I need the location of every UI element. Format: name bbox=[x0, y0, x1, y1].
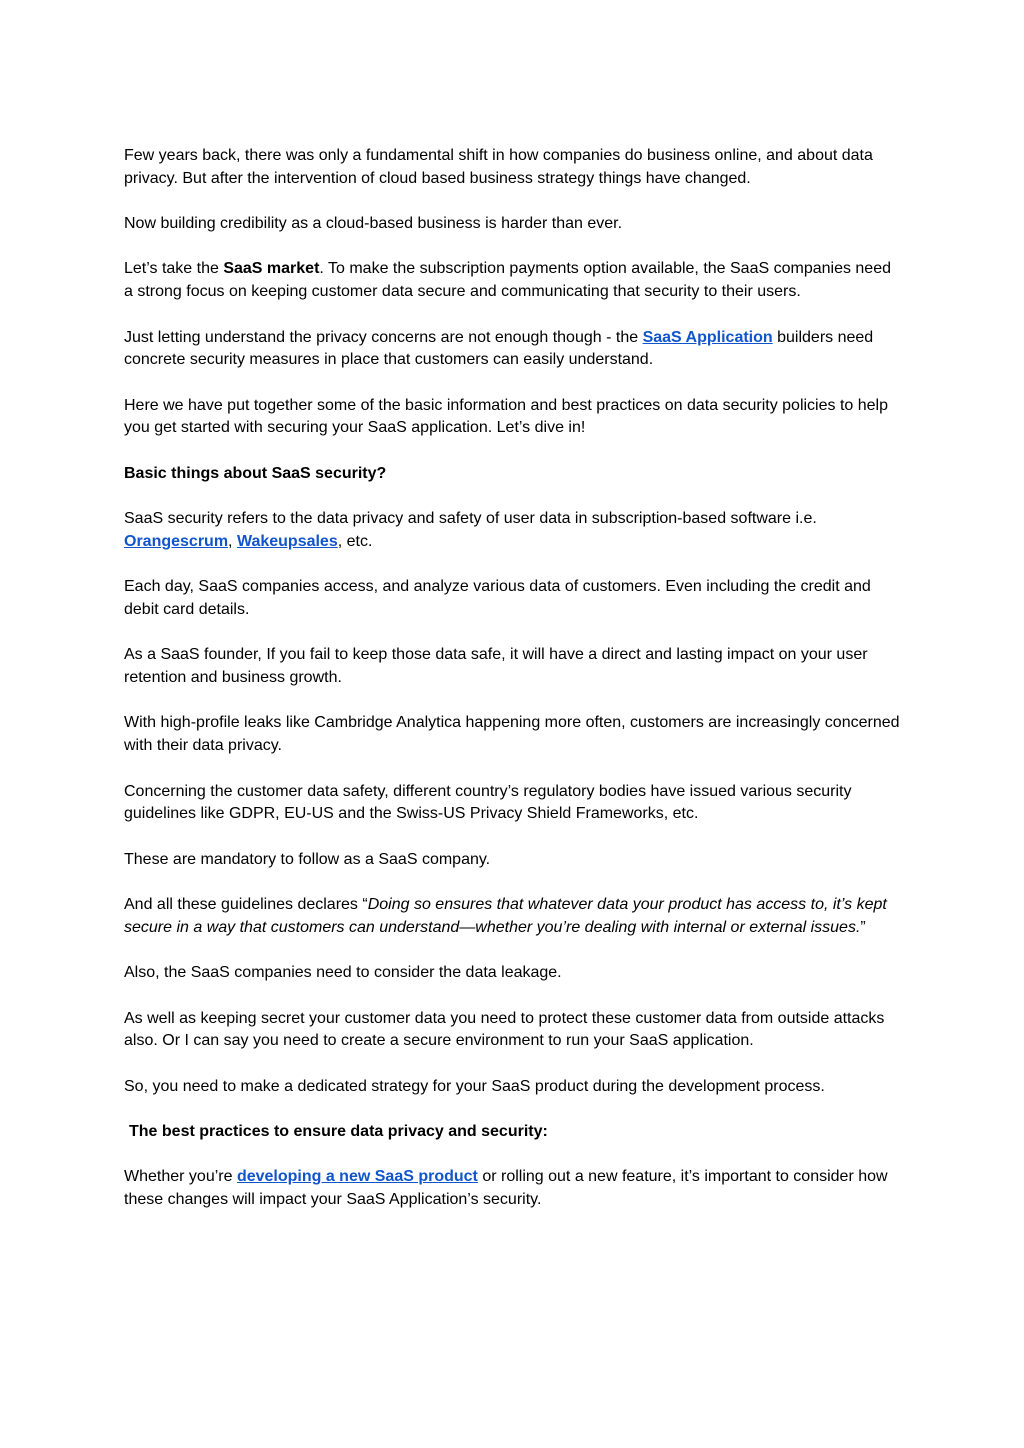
text-run: Let’s take the bbox=[124, 260, 224, 278]
paragraph-credibility: Now building credibility as a cloud-based business is harder than ever. bbox=[124, 215, 623, 233]
saas-application-link[interactable]: SaaS Application bbox=[642, 328, 773, 346]
text-run: SaaS security refers to the data privacy and safety of user data in subscription-based software i.e. bbox=[124, 510, 817, 528]
paragraph-customer-data: Each day, SaaS companies access, and analyze various data of customers. Even including the credit and debit card details. bbox=[124, 578, 871, 618]
text-run: Just letting understand the privacy concerns are not enough though - the bbox=[124, 328, 643, 346]
text-run: . To make the subscription payments option available, the SaaS companies need a strong focus on keeping customer data secure and communicating that security to their users. bbox=[124, 260, 891, 301]
paragraph-high-profile-leaks: With high-profile leaks like Cambridge Analytica happening more often, customers are increasingly concerned with their data privacy. bbox=[124, 714, 900, 755]
paragraph-new-product bbox=[124, 1166, 904, 1211]
developing-saas-product-link[interactable]: developing a new SaaS product bbox=[236, 1168, 478, 1186]
paragraph-privacy-concerns bbox=[124, 327, 904, 372]
document-body bbox=[124, 145, 904, 1234]
text-run: ” bbox=[860, 918, 866, 936]
text-run: or rolling out a new feature, it’s important to consider how these changes will impact your SaaS Application’s security. bbox=[124, 1168, 888, 1209]
orangescrum-link[interactable]: Orangescrum bbox=[124, 532, 229, 550]
paragraph-saas-security-definition bbox=[124, 508, 904, 553]
paragraph-guidelines-quote bbox=[124, 894, 904, 939]
text-run: builders need concrete security measures in place that customers can easily understand. bbox=[124, 328, 874, 369]
text-run: Whether you’re bbox=[124, 1168, 237, 1186]
italic-quote: Doing so ensures that whatever data your product has access to, it’s kept secure in a way that customers can understand—whether you’re dealing with internal or external issues. bbox=[124, 896, 887, 936]
text-run: , etc. bbox=[337, 532, 373, 550]
paragraph-data-leakage: Also, the SaaS companies need to consider the data leakage. bbox=[124, 964, 562, 982]
paragraph-best-practices-intro: Here we have put together some of the basic information and best practices on data security policies to help you get started with securing your SaaS application. Let’s dive in! bbox=[124, 396, 888, 437]
text-run: , bbox=[228, 532, 237, 550]
paragraph-regulatory-bodies: Concerning the customer data safety, different country’s regulatory bodies have issued various security guidelines like GDPR, EU-US and the Swiss-US Privacy Shield Frameworks, etc. bbox=[124, 782, 852, 823]
paragraph-outside-attacks: As well as keeping secret your customer data you need to protect these customer data from outside attacks also. Or I can say you need to create a secure environment to run your SaaS application. bbox=[124, 1009, 885, 1050]
heading-best-practices: The best practices to ensure data privacy and security: bbox=[129, 1122, 548, 1140]
text-run: And all these guidelines declares “ bbox=[124, 896, 368, 914]
paragraph-mandatory: These are mandatory to follow as a SaaS company. bbox=[124, 850, 491, 868]
paragraph-intro: Few years back, there was only a fundamental shift in how companies do business online, and about data privacy. But after the intervention of cloud based business strategy things have changed. bbox=[124, 147, 873, 187]
paragraph-saas-founder: As a SaaS founder, If you fail to keep those data safe, it will have a direct and lasting impact on your user retention and business growth. bbox=[124, 646, 868, 687]
wakeupsales-link[interactable]: Wakeupsales bbox=[236, 532, 338, 550]
heading-basic-saas-security: Basic things about SaaS security? bbox=[124, 464, 387, 482]
paragraph-saas-market bbox=[124, 258, 904, 303]
paragraph-dedicated-strategy: So, you need to make a dedicated strategy for your SaaS product during the development process. bbox=[124, 1077, 825, 1095]
bold-saas-market: SaaS market bbox=[223, 260, 320, 278]
